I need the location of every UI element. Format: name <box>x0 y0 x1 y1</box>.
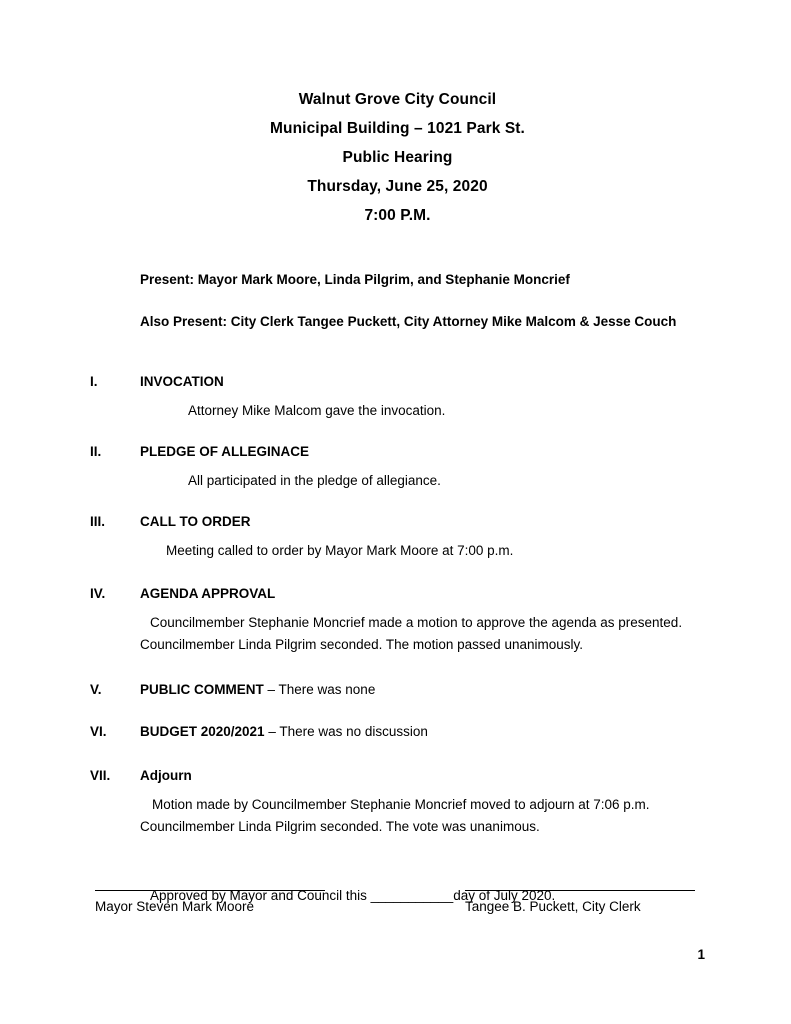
agenda-item-numeral: II. <box>90 444 102 459</box>
agenda-item-heading <box>90 724 705 744</box>
signature-label: Mayor Steven Mark Moore <box>95 899 255 914</box>
signature-line <box>465 890 695 891</box>
document-body <box>90 85 705 962</box>
agenda-item-budget <box>90 724 705 744</box>
agenda-item-call-to-order <box>90 514 705 562</box>
agenda-item-text-2: Councilmember Linda Pilgrim seconded. The vote was unanimous. <box>140 819 540 834</box>
agenda-item-adjourn <box>90 768 705 838</box>
also-present-line: Also Present: City Clerk Tangee Puckett, City Attorney Mike Malcom & Jesse Couch <box>140 314 677 329</box>
attendance-block <box>90 270 705 332</box>
signature-mayor <box>95 890 325 914</box>
agenda-item-title: INVOCATION <box>140 374 224 389</box>
approval-line: Approved by Mayor and Council this ___________day of July 2020. <box>150 888 556 903</box>
document-title-block <box>90 85 705 230</box>
agenda-item-heading <box>90 586 705 606</box>
title-line-5: 7:00 P.M. <box>364 207 431 224</box>
agenda-item-heading <box>90 444 705 464</box>
agenda-item-heading <box>90 768 705 788</box>
title-line-3: Public Hearing <box>342 149 453 166</box>
agenda-item-text: Attorney Mike Malcom gave the invocation. <box>188 403 446 418</box>
agenda-item-title-text: PUBLIC COMMENT <box>140 682 264 697</box>
page-number: 1 <box>697 947 705 962</box>
agenda-items <box>90 374 705 838</box>
agenda-item-title-suffix: – There was none <box>263 682 376 697</box>
title-line-2: Municipal Building – 1021 Park St. <box>270 120 525 137</box>
agenda-item-numeral: IV. <box>90 586 106 601</box>
signature-label: Tangee B. Puckett, City Clerk <box>465 899 641 914</box>
present-line: Present: Mayor Mark Moore, Linda Pilgrim, and Stephanie Moncrief <box>140 272 570 287</box>
agenda-item-heading <box>90 374 705 394</box>
agenda-item-text-2: Councilmember Linda Pilgrim seconded. The motion passed unanimously. <box>140 637 583 652</box>
agenda-item-title <box>140 682 375 697</box>
agenda-item-title <box>140 724 428 739</box>
agenda-item-title-text: BUDGET 2020/2021 <box>140 724 265 739</box>
title-line-1: Walnut Grove City Council <box>298 91 497 108</box>
agenda-item-text: All participated in the pledge of allegiance. <box>188 473 441 488</box>
agenda-item-heading <box>90 682 705 702</box>
agenda-item-title: PLEDGE OF ALLEGINACE <box>140 444 310 459</box>
agenda-item-invocation <box>90 374 705 422</box>
agenda-item-numeral: III. <box>90 514 106 529</box>
agenda-item-numeral: I. <box>90 374 98 389</box>
agenda-item-pledge <box>90 444 705 492</box>
signature-area <box>90 890 705 950</box>
agenda-item-title: AGENDA APPROVAL <box>140 586 276 601</box>
signature-line <box>95 890 325 891</box>
agenda-item-title: CALL TO ORDER <box>140 514 251 529</box>
agenda-item-text: Motion made by Councilmember Stephanie Moncrief moved to adjourn at 7:06 p.m. <box>152 797 650 812</box>
agenda-item-public-comment <box>90 682 705 702</box>
agenda-item-numeral: VI. <box>90 724 107 739</box>
signature-clerk <box>465 890 695 914</box>
agenda-item-agenda-approval <box>90 586 705 656</box>
agenda-item-text: Councilmember Stephanie Moncrief made a motion to approve the agenda as presented. <box>150 615 683 630</box>
title-line-4: Thursday, June 25, 2020 <box>307 178 488 195</box>
agenda-item-title: Adjourn <box>140 768 192 783</box>
agenda-item-numeral: V. <box>90 682 102 697</box>
agenda-item-title-suffix: – There was no discussion <box>264 724 428 739</box>
agenda-item-heading <box>90 514 705 534</box>
agenda-item-text: Meeting called to order by Mayor Mark Moore at 7:00 p.m. <box>166 543 514 558</box>
agenda-item-numeral: VII. <box>90 768 111 783</box>
